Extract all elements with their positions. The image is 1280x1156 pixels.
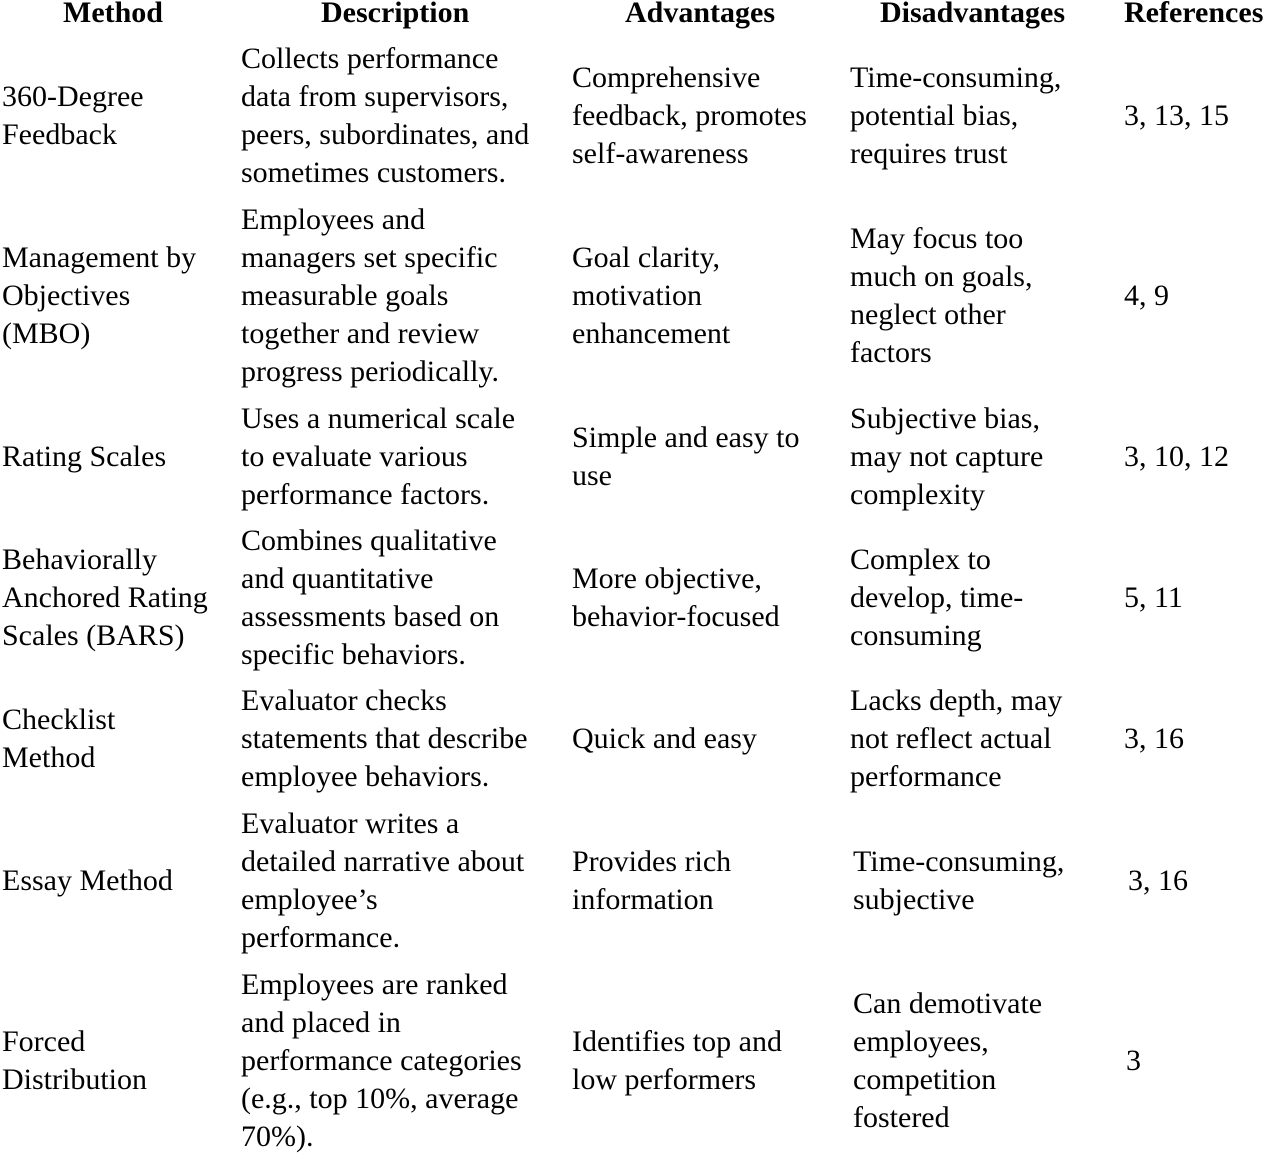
cell-line: Can demotivate <box>853 987 1043 1020</box>
cell-description <box>241 682 566 796</box>
cell-references <box>1128 804 1278 958</box>
cell-line: 3, 16 <box>1124 722 1184 755</box>
cell-line: enhancement <box>572 317 731 350</box>
cell-disadvantages <box>853 804 1123 958</box>
table-row <box>0 40 1280 192</box>
cell-line: Objectives <box>2 279 131 312</box>
cell-line: detailed narrative about <box>241 845 525 878</box>
cell-line: Rating Scales <box>2 440 167 473</box>
cell-line: together and review <box>241 317 480 350</box>
cell-line: 5, 11 <box>1124 581 1183 614</box>
cell-line: progress periodically. <box>241 355 499 388</box>
cell-line: Evaluator writes a <box>241 807 460 840</box>
cell-line: fostered <box>853 1101 950 1134</box>
cell-method <box>2 40 238 192</box>
cell-advantages <box>572 522 844 674</box>
cell-line: Forced <box>2 1025 86 1058</box>
cell-line: feedback, promotes <box>572 99 807 132</box>
cell-method <box>2 682 238 796</box>
cell-line: information <box>572 883 714 916</box>
cell-line: Scales (BARS) <box>2 619 185 652</box>
cell-line: Lacks depth, may <box>850 684 1063 717</box>
table-row <box>0 804 1280 958</box>
cell-line: Evaluator checks <box>241 684 447 717</box>
table-row <box>0 966 1280 1156</box>
cell-line: 3, 16 <box>1128 864 1188 897</box>
cell-line: Quick and easy <box>572 722 757 755</box>
cell-line: self-awareness <box>572 137 749 170</box>
cell-line: Feedback <box>2 118 117 151</box>
cell-line: Subjective bias, <box>850 402 1040 435</box>
cell-line: Provides rich <box>572 845 732 878</box>
cell-line: to evaluate various <box>241 440 468 473</box>
cell-line: 3 <box>1126 1044 1141 1077</box>
cell-method <box>2 522 238 674</box>
cell-disadvantages <box>853 966 1123 1156</box>
cell-references <box>1124 522 1274 674</box>
cell-line: Comprehensive <box>572 61 761 94</box>
cell-line: (MBO) <box>2 317 91 350</box>
cell-line: 4, 9 <box>1124 279 1169 312</box>
cell-line: Simple and easy to <box>572 421 800 454</box>
cell-advantages <box>572 682 844 796</box>
cell-line: behavior-focused <box>572 600 780 633</box>
cell-line: Goal clarity, <box>572 241 720 274</box>
cell-line: neglect other <box>850 298 1006 331</box>
header-advantages: Advantages <box>625 0 776 29</box>
header-description: Description <box>321 0 470 29</box>
cell-line: assessments based on <box>241 600 500 633</box>
cell-method <box>2 200 238 392</box>
header-disadvantages: Disadvantages <box>880 0 1066 29</box>
cell-line: use <box>572 459 612 492</box>
cell-line: specific behaviors. <box>241 638 466 671</box>
cell-description <box>241 200 566 392</box>
cell-line: performance factors. <box>241 478 490 511</box>
cell-line: Combines qualitative <box>241 524 497 557</box>
cell-line: More objective, <box>572 562 762 595</box>
cell-line: measurable goals <box>241 279 449 312</box>
cell-references <box>1124 400 1274 514</box>
cell-disadvantages <box>850 400 1120 514</box>
cell-line: not reflect actual <box>850 722 1052 755</box>
cell-description <box>241 804 566 958</box>
cell-line: requires trust <box>850 137 1008 170</box>
cell-line: sometimes customers. <box>241 156 506 189</box>
cell-description <box>241 400 566 514</box>
cell-line: 3, 10, 12 <box>1124 440 1229 473</box>
cell-line: Uses a numerical scale <box>241 402 516 435</box>
cell-line: employee behaviors. <box>241 760 490 793</box>
cell-line: Essay Method <box>2 864 173 897</box>
cell-line: and placed in <box>241 1006 401 1039</box>
cell-line: subjective <box>853 883 975 916</box>
cell-line: 70%). <box>241 1120 314 1153</box>
table-row <box>0 400 1280 514</box>
cell-method <box>2 966 238 1156</box>
cell-line: May focus too <box>850 222 1024 255</box>
cell-description <box>241 522 566 674</box>
cell-line: managers set specific <box>241 241 498 274</box>
cell-line: performance. <box>241 921 401 954</box>
cell-line: Method <box>2 741 96 774</box>
cell-disadvantages <box>850 682 1120 796</box>
cell-line: potential bias, <box>850 99 1019 132</box>
cell-method <box>2 400 238 514</box>
cell-line: develop, time- <box>850 581 1024 614</box>
table-row <box>0 522 1280 674</box>
cell-references <box>1124 682 1274 796</box>
cell-references <box>1126 966 1276 1156</box>
cell-line: statements that describe <box>241 722 528 755</box>
cell-line: (e.g., top 10%, average <box>241 1082 519 1115</box>
cell-line: peers, subordinates, and <box>241 118 530 151</box>
table-header <box>0 0 1280 36</box>
cell-advantages <box>572 40 844 192</box>
cell-line: much on goals, <box>850 260 1033 293</box>
table-row <box>0 200 1280 392</box>
cell-line: Employees are ranked <box>241 968 508 1001</box>
cell-line: factors <box>850 336 932 369</box>
table-row <box>0 682 1280 796</box>
cell-disadvantages <box>850 200 1120 392</box>
cell-line: Employees and <box>241 203 426 236</box>
cell-advantages <box>572 200 844 392</box>
cell-advantages <box>572 804 844 958</box>
cell-line: Distribution <box>2 1063 148 1096</box>
cell-references <box>1124 200 1274 392</box>
cell-line: low performers <box>572 1063 757 1096</box>
cell-line: 3, 13, 15 <box>1124 99 1229 132</box>
cell-line: Checklist <box>2 703 116 736</box>
header-references: References <box>1124 0 1264 29</box>
header-method: Method <box>63 0 163 29</box>
cell-disadvantages <box>850 40 1120 192</box>
cell-line: Identifies top and <box>572 1025 782 1058</box>
cell-line: 360-Degree <box>2 80 144 113</box>
cell-description <box>241 40 566 192</box>
cell-line: Behaviorally <box>2 543 157 576</box>
cell-line: and quantitative <box>241 562 434 595</box>
cell-method <box>2 804 238 958</box>
cell-line: employees, <box>853 1025 989 1058</box>
cell-line: data from supervisors, <box>241 80 509 113</box>
cell-line: Collects performance <box>241 42 499 75</box>
cell-advantages <box>572 966 844 1156</box>
cell-line: Anchored Rating <box>2 581 208 614</box>
cell-line: performance <box>850 760 1002 793</box>
cell-line: Time-consuming, <box>850 61 1062 94</box>
cell-disadvantages <box>850 522 1120 674</box>
cell-line: consuming <box>850 619 982 652</box>
cell-line: Time-consuming, <box>853 845 1065 878</box>
cell-line: complexity <box>850 478 985 511</box>
cell-line: may not capture <box>850 440 1044 473</box>
cell-references <box>1124 40 1274 192</box>
cell-line: motivation <box>572 279 702 312</box>
cell-line: competition <box>853 1063 997 1096</box>
cell-line: Management by <box>2 241 197 274</box>
cell-advantages <box>572 400 844 514</box>
cell-description <box>241 966 566 1156</box>
cell-line: performance categories <box>241 1044 522 1077</box>
cell-line: employee’s <box>241 883 378 916</box>
cell-line: Complex to <box>850 543 991 576</box>
